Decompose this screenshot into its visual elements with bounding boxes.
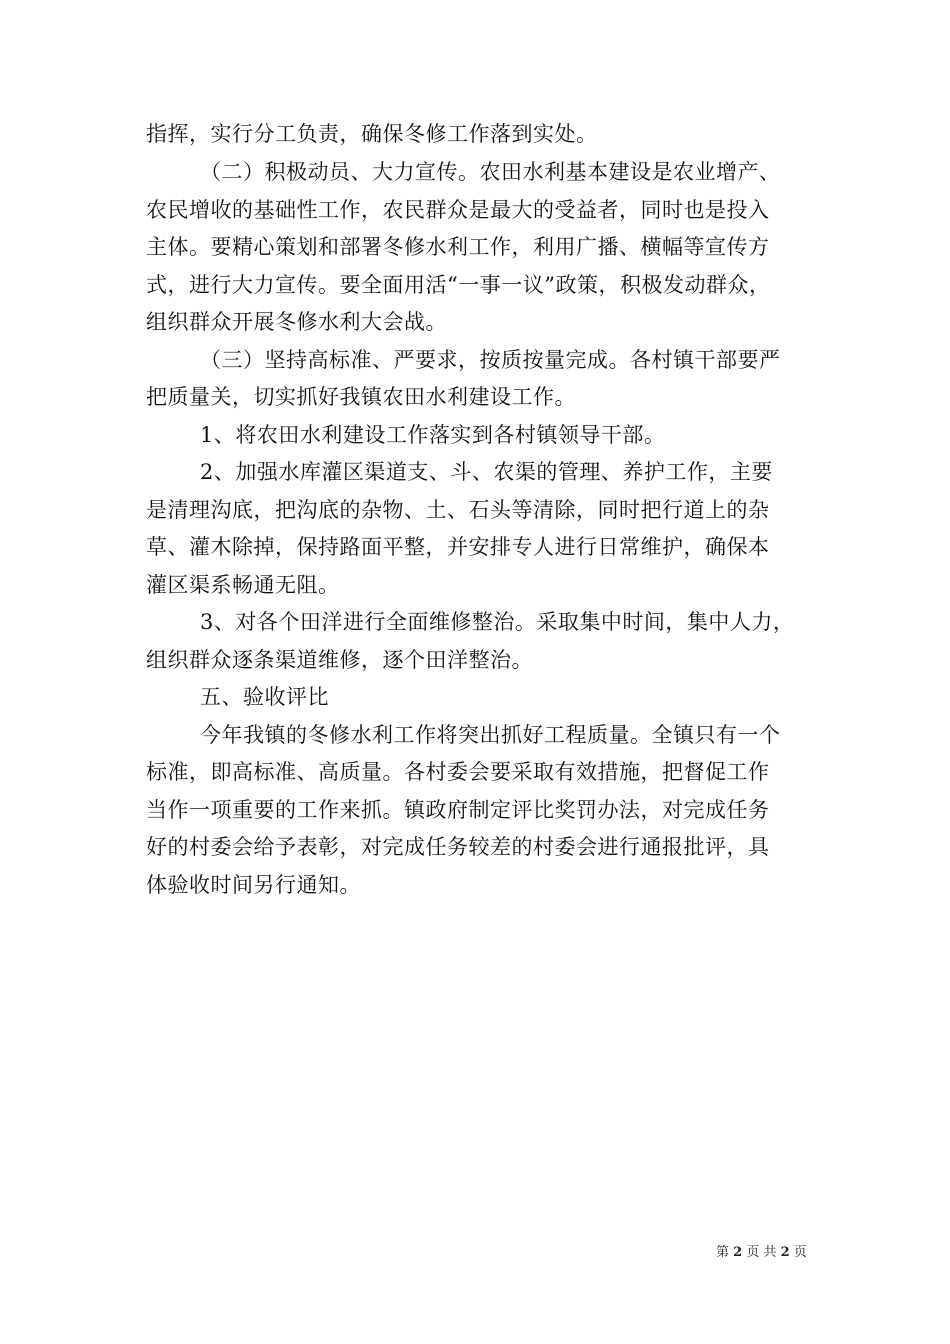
text-line: 标准，即高标准、高质量。各村委会要采取有效措施，把督促工作 xyxy=(146,760,770,784)
text-line: 草、灌木除掉，保持路面平整，并安排专人进行日常维护，确保本 xyxy=(146,535,770,559)
text-line: （三）坚持高标准、严要求，按质按量完成。各村镇干部要严 xyxy=(200,348,781,372)
text-line: 3、对各个田洋进行全面维修整治。采取集中时间，集中人力， xyxy=(200,610,795,634)
text-line: 指挥，实行分工负责，确保冬修工作落到实处。 xyxy=(146,122,598,146)
text-line: 是清理沟底，把沟底的杂物、土、石头等清除，同时把行道上的杂 xyxy=(146,498,770,522)
text-line: （二）积极动员、大力宣传。农田水利基本建设是农业增产、 xyxy=(200,160,781,184)
text-line: 农民增收的基础性工作，农民群众是最大的受益者，同时也是投入 xyxy=(146,198,770,222)
page-number-suffix: 页 xyxy=(793,1245,807,1260)
text-line: 体验收时间另行通知。 xyxy=(146,873,361,897)
text-line: 组织群众逐条渠道维修，逐个田洋整治。 xyxy=(146,648,533,672)
text-line: 主体。要精心策划和部署冬修水利工作，利用广播、横幅等宣传方 xyxy=(146,235,770,259)
text-line: 灌区渠系畅通无阻。 xyxy=(146,573,340,597)
page-number xyxy=(716,1244,807,1262)
text-line: 今年我镇的冬修水利工作将突出抓好工程质量。全镇只有一个 xyxy=(200,723,781,747)
page-number-prefix: 第 xyxy=(716,1245,730,1260)
text-line: 组织群众开展冬修水利大会战。 xyxy=(146,310,447,334)
total-pages: 2 xyxy=(780,1245,790,1260)
text-line: 2、加强水库灌区渠道支、斗、农渠的管理、养护工作，主要 xyxy=(200,460,773,484)
page-number-middle: 页 共 xyxy=(746,1245,777,1260)
text-line: 式，进行大力宣传。要全面用活“一事一议”政策，积极发动群众， xyxy=(146,273,771,297)
text-line: 好的村委会给予表彰，对完成任务较差的村委会进行通报批评，具 xyxy=(146,835,770,859)
text-line: 把质量关，切实抓好我镇农田水利建设工作。 xyxy=(146,385,576,409)
text-line: 当作一项重要的工作来抓。镇政府制定评比奖罚办法，对完成任务 xyxy=(146,798,770,822)
text-line: 1、将农田水利建设工作落实到各村镇领导干部。 xyxy=(200,423,666,447)
section-heading: 五、验收评比 xyxy=(200,685,329,709)
current-page: 2 xyxy=(733,1245,743,1260)
